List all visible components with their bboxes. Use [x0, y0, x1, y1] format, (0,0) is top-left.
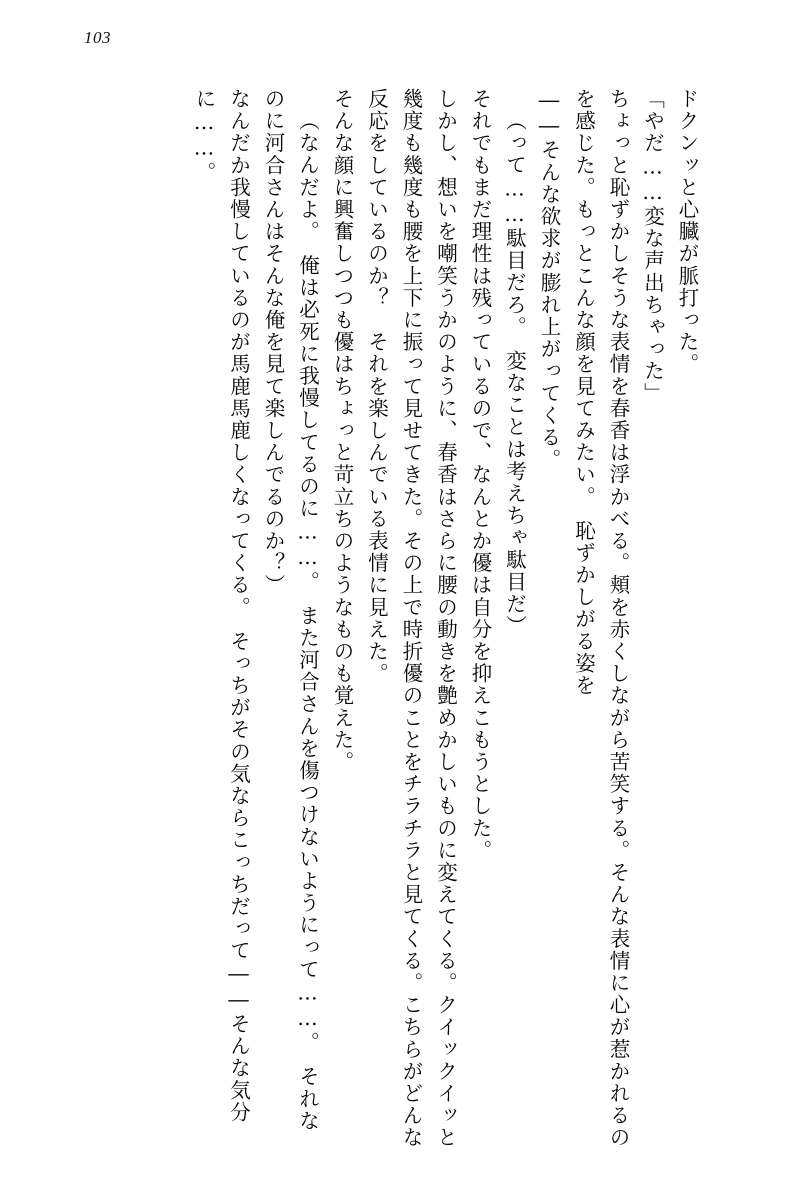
paragraph: それでもまだ理性は残っているので、なんとか優は自分を抑えこもうとした。: [468, 88, 492, 862]
paragraph: ドクンッと心臓が脈打った。: [675, 88, 699, 376]
page-number: 103: [84, 28, 111, 47]
paragraph: そんな顔に興奮しつつも優はちょっと苛立ちのようなものも覚えた。: [330, 88, 354, 774]
paragraph: なんだか我慢しているのが馬鹿馬鹿しくなってくる。 そっちがその気ならこっちだって――そんな気分に……。: [192, 88, 251, 1124]
body-text: [86, 88, 704, 1150]
paragraph: 「やだ……変な声出ちゃった」: [640, 88, 665, 405]
paragraph: （って……駄目だろ。 変なことは考えちゃ駄目だ）: [502, 110, 527, 638]
paragraph: しかし、想いを嘲笑うかのように、春香はさらに腰の動きを艶めかしいものに変えてくる。クイックイッと幾度も幾度も腰を上下に振って見せてきた。その上で時折優のことをチラチラと見てくる。こちらがどんな反応をしているのか？ それを楽しんでいる表情に見えた。: [364, 88, 458, 1149]
paragraph: （なんだよ。 俺は必死に我慢してるのに……。 また河合さんを傷つけないようにって……。 それなのに河合さんはそんな俺を見て楽しんでるのか？）: [261, 88, 320, 1132]
paragraph: ――そんな欲求が膨れ上がってくる。: [537, 88, 561, 471]
paragraph: ちょっと恥ずかしそうな表情を春香は浮かべる。頬を赤くしながら苦笑する。そんな表情に心が惹かれるのを感じた。もっとこんな顔を見てみたい。 恥ずかしがる姿を: [571, 88, 630, 1149]
